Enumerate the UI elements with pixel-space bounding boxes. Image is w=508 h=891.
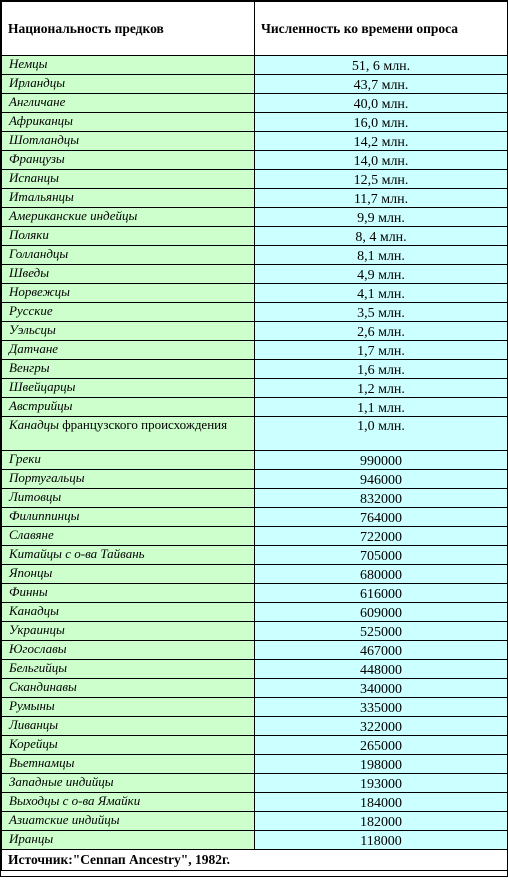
count-cell: 609000 [255, 603, 508, 622]
count-cell: 14,0 млн. [255, 151, 508, 170]
nationality-cell: Азиатские индийцы [2, 812, 255, 831]
count-cell: 1,7 млн. [255, 341, 508, 360]
table-row [2, 793, 508, 812]
table-row [2, 170, 508, 189]
count-cell: 40,0 млн. [255, 94, 508, 113]
nationality-cell: Китайцы с о-ва Тайвань [2, 546, 255, 565]
count-cell: 8,1 млн. [255, 246, 508, 265]
table-row [2, 489, 508, 508]
count-cell: 680000 [255, 565, 508, 584]
table-row [2, 398, 508, 417]
table-row [2, 132, 508, 151]
table-row [2, 831, 508, 850]
nationality-cell: Канадцы [2, 603, 255, 622]
count-cell: 118000 [255, 831, 508, 850]
nationality-cell: Африканцы [2, 113, 255, 132]
source-note: Источник:"Cenпап Ancestry", 1982г. [2, 850, 508, 871]
count-cell: 340000 [255, 679, 508, 698]
count-cell: 193000 [255, 774, 508, 793]
count-cell: 198000 [255, 755, 508, 774]
nationality-cell: Швейцарцы [2, 379, 255, 398]
count-cell: 832000 [255, 489, 508, 508]
count-cell: 14,2 млн. [255, 132, 508, 151]
table-row [2, 470, 508, 489]
nationality-cell: Русские [2, 303, 255, 322]
count-cell: 722000 [255, 527, 508, 546]
count-cell: 335000 [255, 698, 508, 717]
table-row [2, 584, 508, 603]
count-cell: 11,7 млн. [255, 189, 508, 208]
nationality-cell: Румыны [2, 698, 255, 717]
table-row [2, 151, 508, 170]
nationality-cell: Норвежцы [2, 284, 255, 303]
nationality-cell: Испанцы [2, 170, 255, 189]
table-header [2, 2, 508, 56]
table-row [2, 451, 508, 470]
header-nationality: Национальность предков [2, 2, 255, 56]
count-cell: 2,6 млн. [255, 322, 508, 341]
table-row [2, 755, 508, 774]
count-cell: 51, 6 млн. [255, 56, 508, 75]
table-row [2, 341, 508, 360]
nationality-cell: Вьетнамцы [2, 755, 255, 774]
count-cell: 1,0 млн. [255, 417, 508, 451]
table-row [2, 717, 508, 736]
nationality-cell: Австрийцы [2, 398, 255, 417]
nationality-cell: Шотландцы [2, 132, 255, 151]
count-cell: 12,5 млн. [255, 170, 508, 189]
nationality-cell: Ирландцы [2, 75, 255, 94]
table-row [2, 622, 508, 641]
table-row [2, 736, 508, 755]
count-cell: 3,5 млн. [255, 303, 508, 322]
nationality-cell: Итальянцы [2, 189, 255, 208]
table-row [2, 208, 508, 227]
nationality-cell: Французы [2, 151, 255, 170]
table-row [2, 417, 508, 451]
table-row [2, 284, 508, 303]
nationality-cell: Поляки [2, 227, 255, 246]
count-cell: 182000 [255, 812, 508, 831]
count-cell: 990000 [255, 451, 508, 470]
ancestry-table [1, 1, 508, 871]
nationality-cell: Украинцы [2, 622, 255, 641]
table-footer [2, 850, 508, 871]
nationality-text-italic: Канадцы [9, 417, 59, 432]
nationality-cell: Датчане [2, 341, 255, 360]
table-row [2, 660, 508, 679]
nationality-cell: Португальцы [2, 470, 255, 489]
header-count: Численность ко времени опроса [255, 2, 508, 56]
table-row [2, 56, 508, 75]
count-cell: 8, 4 млн. [255, 227, 508, 246]
nationality-cell: Финны [2, 584, 255, 603]
table-row [2, 303, 508, 322]
nationality-cell: Венгры [2, 360, 255, 379]
nationality-cell: Шведы [2, 265, 255, 284]
count-cell: 265000 [255, 736, 508, 755]
nationality-cell: Американские индейцы [2, 208, 255, 227]
table-row [2, 322, 508, 341]
table-row [2, 94, 508, 113]
table-row [2, 227, 508, 246]
count-cell: 448000 [255, 660, 508, 679]
count-cell: 4,1 млн. [255, 284, 508, 303]
table-row [2, 75, 508, 94]
nationality-cell: Греки [2, 451, 255, 470]
count-cell: 1,2 млн. [255, 379, 508, 398]
nationality-cell: Немцы [2, 56, 255, 75]
table-row [2, 527, 508, 546]
table-row [2, 565, 508, 584]
count-cell: 467000 [255, 641, 508, 660]
count-cell: 16,0 млн. [255, 113, 508, 132]
table-row [2, 641, 508, 660]
count-cell: 705000 [255, 546, 508, 565]
source-row [2, 850, 508, 871]
header-row [2, 2, 508, 56]
nationality-cell: Англичане [2, 94, 255, 113]
count-cell: 764000 [255, 508, 508, 527]
nationality-cell: Югославы [2, 641, 255, 660]
count-cell: 43,7 млн. [255, 75, 508, 94]
table-row [2, 265, 508, 284]
nationality-cell: Западные индийцы [2, 774, 255, 793]
nationality-cell: Бельгийцы [2, 660, 255, 679]
nationality-cell: Уэльсцы [2, 322, 255, 341]
nationality-cell: Славяне [2, 527, 255, 546]
count-cell: 946000 [255, 470, 508, 489]
nationality-cell: Японцы [2, 565, 255, 584]
count-cell: 4,9 млн. [255, 265, 508, 284]
table-row [2, 508, 508, 527]
nationality-cell: Филиппинцы [2, 508, 255, 527]
table-row [2, 774, 508, 793]
count-cell: 9,9 млн. [255, 208, 508, 227]
table-row [2, 812, 508, 831]
nationality-text-rest: французского происхождения [58, 417, 228, 432]
table-row [2, 698, 508, 717]
count-cell: 525000 [255, 622, 508, 641]
table-row [2, 679, 508, 698]
table-row [2, 189, 508, 208]
count-cell: 1,1 млн. [255, 398, 508, 417]
count-cell: 1,6 млн. [255, 360, 508, 379]
table-row [2, 360, 508, 379]
nationality-cell: Иранцы [2, 831, 255, 850]
nationality-cell: Выходцы с о-ва Ямайки [2, 793, 255, 812]
nationality-cell: Голландцы [2, 246, 255, 265]
nationality-cell: Литовцы [2, 489, 255, 508]
nationality-cell: Корейцы [2, 736, 255, 755]
nationality-cell [2, 417, 255, 451]
count-cell: 322000 [255, 717, 508, 736]
nationality-cell: Ливанцы [2, 717, 255, 736]
table-row [2, 113, 508, 132]
table-body [2, 56, 508, 850]
table-row [2, 603, 508, 622]
count-cell: 616000 [255, 584, 508, 603]
table-row [2, 546, 508, 565]
table-row [2, 246, 508, 265]
count-cell: 184000 [255, 793, 508, 812]
nationality-cell: Скандинавы [2, 679, 255, 698]
table-row [2, 379, 508, 398]
